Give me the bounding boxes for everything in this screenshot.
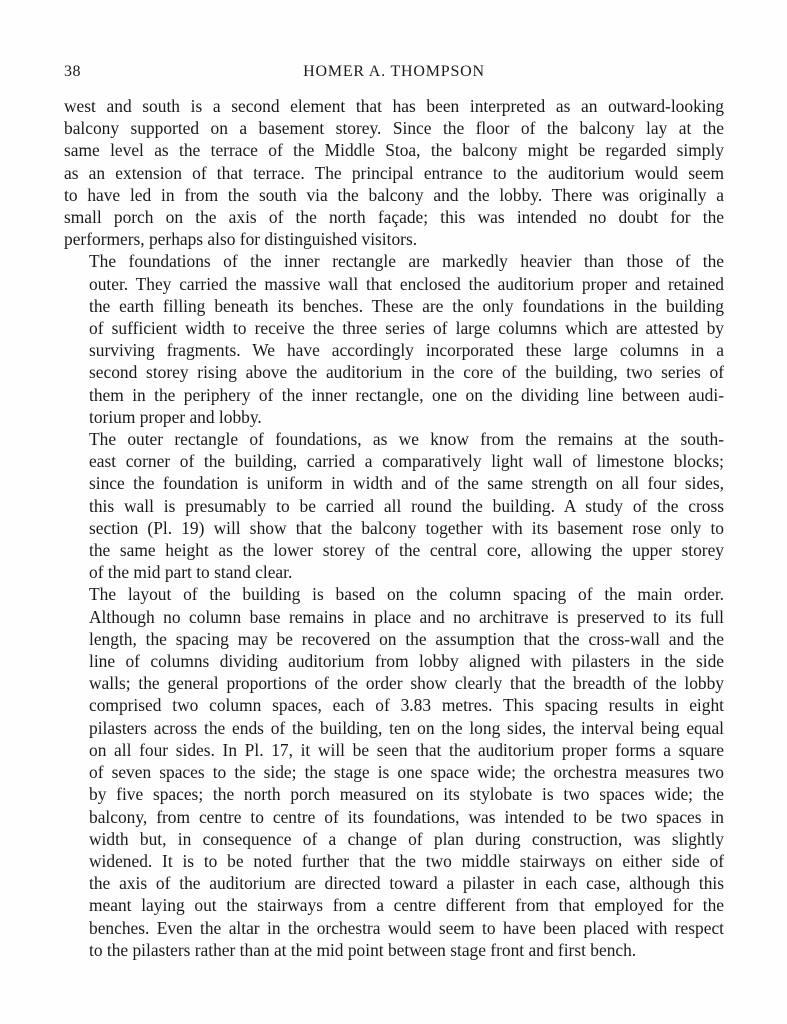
paragraph-4 [64,583,724,960]
text-line: meant laying out the stairways from a centre different from that employed for the [89,895,724,916]
text-line: of the mid part to stand clear. [89,562,293,583]
running-head [64,63,724,85]
text-line: second storey rising above the auditorium in the core of the building, two series of [89,362,724,383]
text-line: to the pilasters rather than at the mid point between stage front and first bench. [89,939,637,960]
text-line: length, the spacing may be recovered on the assumption that the cross-wall and the [89,628,724,649]
text-line: by five spaces; the north porch measured on its stylobate is two spaces wide; the [89,784,724,805]
paragraph-3 [64,428,724,583]
text-line: surviving fragments. We have accordingly incorporated these large columns in a [89,340,724,361]
text-line: west and south is a second element that has been interpreted as an outward-looking [64,96,724,116]
text-line: the axis of the auditorium are directed toward a pilaster in each case, although this [89,873,724,894]
text-line: on all four sides. In Pl. 17, it will be seen that the auditorium proper forms a square [89,739,724,760]
text-line: since the foundation is uniform in width and of the same strength on all four sides, [89,473,724,494]
text-line: them in the periphery of the inner rectangle, one on the dividing line between audi- [89,384,724,405]
text-line: to have led in from the south via the balcony and the lobby. There was originally a [64,184,724,205]
text-line: same level as the terrace of the Middle Stoa, the balcony might be regarded simply [64,140,724,161]
body-text [64,95,724,961]
text-line: the same height as the lower storey of the central core, allowing the upper storey [89,540,724,561]
running-title: HOMER A. THOMPSON [303,63,485,80]
text-line: torium proper and lobby. [89,406,262,427]
paragraph-2 [64,250,724,428]
text-line: The outer rectangle of foundations, as we know from the remains at the south- [89,429,724,450]
text-line: pilasters across the ends of the building, ten on the long sides, the interval being equal [89,717,724,738]
text-line: balcony, from centre to centre of its foundations, was intended to be two spaces in [89,806,724,827]
page-number: 38 [64,63,81,80]
text-line: the earth filling beneath its benches. These are the only foundations in the building [89,295,724,316]
text-line: line of columns dividing auditorium from lobby aligned with pilasters in the side [89,651,724,672]
text-line: balcony supported on a basement storey. Since the floor of the balcony lay at the [64,118,724,139]
text-line: east corner of the building, carried a comparatively light wall of limestone blocks; [89,451,724,472]
text-line: The layout of the building is based on the column spacing of the main order. [89,584,724,605]
text-line: The foundations of the inner rectangle are markedly heavier than those of the [89,251,724,272]
text-line: benches. Even the altar in the orchestra would seem to have been placed with respect [89,917,724,938]
text-line: of seven spaces to the side; the stage is one space wide; the orchestra measures two [89,762,724,783]
text-line: comprised two column spaces, each of 3.83 metres. This spacing results in eight [89,695,724,716]
text-line: Although no column base remains in place and no architrave is preserved to its full [89,606,724,627]
text-line: of sufficient width to receive the three series of large columns which are attested by [89,318,724,339]
text-line: widened. It is to be noted further that the two middle stairways on either side of [89,850,724,871]
text-line: walls; the general proportions of the order show clearly that the breadth of the lobby [89,673,724,694]
text-line: width but, in consequence of a change of plan during construction, was slightly [89,828,724,849]
text-line: section (Pl. 19) will show that the balcony together with its basement rose only to [89,517,724,538]
text-line: small porch on the axis of the north façade; this was intended no doubt for the [64,207,724,228]
text-line: this wall is presumably to be carried all round the building. A study of the cross [89,495,724,516]
text-line: performers, perhaps also for distinguished visitors. [64,229,418,250]
text-line: as an extension of that terrace. The principal entrance to the auditorium would seem [64,162,724,183]
text-line: outer. They carried the massive wall that enclosed the auditorium proper and retained [89,273,724,294]
paragraph-1 [64,95,724,250]
